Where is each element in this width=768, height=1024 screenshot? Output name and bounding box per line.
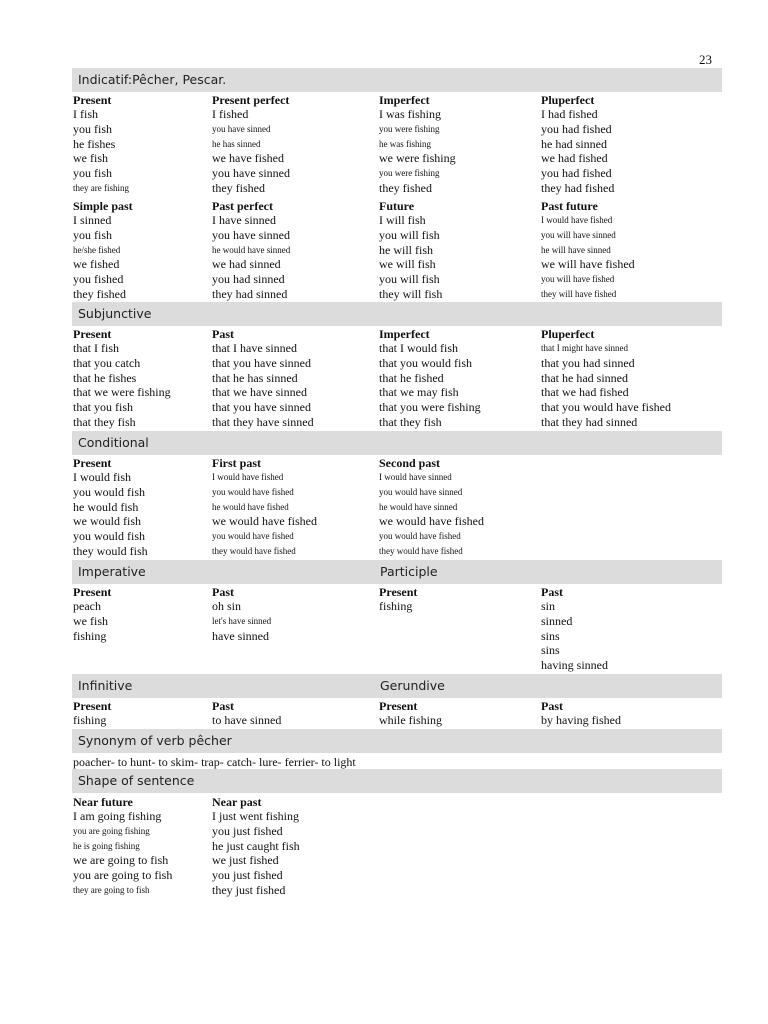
verb-form: sinned — [541, 613, 573, 628]
verb-form: that they have sinned — [212, 414, 314, 429]
verb-form: fishing — [73, 628, 107, 643]
section-band-conditional — [72, 431, 722, 455]
verb-form: you would fish — [73, 529, 145, 544]
section-band-subjunctive — [72, 302, 722, 326]
tense-imp-past — [212, 585, 271, 643]
verb-form: you are going to fish — [73, 868, 173, 883]
tense-heading: Past — [212, 585, 234, 599]
verb-form: they fished — [379, 180, 432, 195]
tense-subj-present — [73, 327, 171, 430]
section-band-shape — [72, 769, 722, 793]
tense-heading: Imperfect — [379, 327, 430, 341]
verb-form: I was fishing — [379, 107, 441, 121]
tense-inf-present — [73, 699, 111, 728]
verb-form: that he had sinned — [541, 370, 628, 385]
tense-heading: Present perfect — [212, 93, 290, 107]
verb-form: sin — [541, 599, 556, 613]
verb-form: they just fished — [212, 882, 286, 897]
tense-heading: Past perfect — [212, 199, 273, 213]
tense-heading: Pluperfect — [541, 93, 595, 107]
verb-form: that he fished — [379, 370, 444, 385]
tense-heading: Pluperfect — [541, 327, 595, 341]
tense-heading: Future — [379, 199, 415, 213]
tense-heading: Near future — [73, 795, 133, 809]
verb-form: I would have fished — [212, 472, 284, 482]
verb-form: fishing — [379, 599, 413, 613]
verb-form: you are going fishing — [73, 825, 150, 836]
verb-form: I have sinned — [212, 213, 276, 227]
verb-form: I would have fished — [541, 215, 613, 225]
tense-ger-past — [541, 699, 621, 728]
tense-heading: Present — [73, 93, 112, 107]
verb-form: we would fish — [73, 514, 141, 529]
tense-heading: Present — [379, 699, 418, 713]
verb-form: you have sinned — [212, 166, 290, 181]
verb-form: I fish — [73, 107, 98, 121]
tense-simple-past — [73, 199, 133, 302]
verb-form: while fishing — [379, 713, 442, 727]
verb-form: I would fish — [73, 470, 131, 484]
verb-form: that we were fishing — [73, 385, 171, 400]
verb-form: that we have sinned — [212, 385, 307, 400]
verb-form: you fish — [73, 227, 112, 242]
section-title: Synonym of verb pêcher — [78, 733, 232, 748]
verb-form: they had fished — [541, 180, 615, 195]
synonym-list: poacher- to hunt- to skim- trap- catch- lure- ferrier- to light — [73, 755, 356, 769]
verb-form: they will have fished — [541, 288, 617, 299]
verb-form: we fished — [73, 257, 120, 272]
verb-form: that I would fish — [379, 341, 458, 355]
tense-imperfect — [379, 93, 456, 196]
verb-form: he would have fished — [212, 501, 289, 512]
section-band-infinitive-gerundive — [72, 674, 722, 698]
verb-form: that I fish — [73, 341, 119, 355]
verb-form: you would have fished — [212, 531, 294, 542]
section-title-infinitive: Infinitive — [78, 678, 133, 693]
verb-form: that you would fish — [379, 355, 472, 370]
tense-heading: First past — [212, 456, 261, 470]
verb-form: you were fishing — [379, 168, 440, 179]
verb-form: you will have fished — [541, 274, 615, 285]
verb-form: you would have fished — [212, 486, 294, 497]
verb-form: you have sinned — [212, 227, 290, 242]
tense-ger-present — [379, 699, 442, 728]
verb-form: you would have fished — [379, 531, 461, 542]
section-title: Conditional — [78, 435, 149, 450]
section-title: Subjunctive — [78, 306, 152, 321]
verb-form: we would have fished — [212, 514, 317, 529]
verb-form: that I have sinned — [212, 341, 297, 355]
verb-form: that I might have sinned — [541, 343, 628, 353]
tense-near-future — [73, 795, 172, 898]
tense-present — [73, 93, 129, 196]
tense-inf-past — [212, 699, 281, 728]
verb-form: let's have sinned — [212, 615, 272, 626]
verb-form: I would have sinned — [379, 472, 452, 482]
verb-form: you will fish — [379, 227, 440, 242]
verb-form: I am going fishing — [73, 809, 162, 823]
verb-form: we just fished — [212, 853, 279, 868]
verb-form: that you catch — [73, 355, 141, 370]
verb-form: we would have fished — [379, 514, 484, 529]
verb-form: he would have sinned — [379, 501, 458, 512]
tense-heading: Simple past — [73, 199, 133, 213]
verb-form: they would fish — [73, 543, 148, 558]
verb-form: he had sinned — [541, 136, 607, 151]
verb-form: you will have sinned — [541, 229, 616, 240]
tense-heading: Near past — [212, 795, 262, 809]
verb-form: you would have sinned — [379, 486, 463, 497]
tense-heading: Present — [73, 456, 112, 470]
verb-form: that they fish — [379, 414, 442, 429]
verb-form: you were fishing — [379, 123, 440, 134]
tense-subj-past — [212, 327, 314, 430]
verb-form: I will fish — [379, 213, 426, 227]
verb-form: that they fish — [73, 414, 136, 429]
page-number: 23 — [699, 52, 712, 67]
verb-form: he will fish — [379, 242, 433, 257]
tense-part-present — [379, 585, 417, 614]
section-band-indicatif — [72, 68, 722, 92]
verb-form: we fish — [73, 151, 108, 166]
section-title-gerundive: Gerundive — [380, 678, 445, 693]
verb-form: I had fished — [541, 107, 598, 121]
verb-form: they fished — [212, 180, 265, 195]
verb-form: he would have sinned — [212, 244, 291, 255]
verb-form: I just went fishing — [212, 809, 299, 823]
tense-heading: Past future — [541, 199, 598, 213]
verb-form: they had sinned — [212, 286, 288, 301]
verb-form: we had fished — [541, 151, 608, 166]
verb-form: we are going to fish — [73, 853, 169, 868]
verb-form: they will fish — [379, 286, 443, 301]
tense-part-past — [541, 585, 608, 673]
tense-heading: Present — [73, 585, 112, 599]
verb-form: you will fish — [379, 272, 440, 287]
section-title-participle: Participle — [380, 564, 438, 579]
tense-heading: Past — [541, 585, 563, 599]
tense-heading: Past — [212, 699, 234, 713]
verb-form: by having fished — [541, 713, 621, 727]
verb-form: you fish — [73, 166, 112, 181]
verb-form: you have sinned — [212, 123, 271, 134]
verb-form: he is going fishing — [73, 840, 140, 851]
verb-form: I fished — [212, 107, 249, 121]
tense-heading: Past — [212, 327, 234, 341]
verb-form: you would fish — [73, 484, 145, 499]
verb-form: you had fished — [541, 166, 612, 181]
tense-subj-pluperfect — [541, 327, 671, 430]
tense-heading: Past — [541, 699, 563, 713]
verb-form: to have sinned — [212, 713, 282, 727]
verb-form: you just fished — [212, 823, 283, 838]
tense-future — [379, 199, 442, 302]
verb-form: that you had sinned — [541, 355, 635, 370]
verb-form: that you have sinned — [212, 400, 311, 415]
tense-subj-imperfect — [379, 327, 481, 430]
verb-form: we have fished — [212, 151, 284, 166]
tense-pluperfect — [541, 93, 614, 196]
verb-form: having sinned — [541, 658, 608, 673]
verb-form: he/she fished — [73, 244, 121, 255]
verb-form: that he fishes — [73, 370, 137, 385]
tense-heading: Present — [73, 699, 112, 713]
section-title: Shape of sentence — [78, 773, 195, 788]
verb-form: fishing — [73, 713, 107, 727]
verb-form: oh sin — [212, 599, 242, 613]
verb-form: he fishes — [73, 136, 116, 151]
verb-form: you had sinned — [212, 272, 285, 287]
verb-form: you just fished — [212, 868, 283, 883]
verb-form: we fish — [73, 613, 108, 628]
tense-cond-second-past — [379, 456, 484, 559]
verb-form: sins — [541, 628, 560, 643]
verb-form: we had sinned — [212, 257, 281, 272]
verb-form: he will have sinned — [541, 244, 611, 255]
verb-form: that they had sinned — [541, 414, 638, 429]
tense-heading: Second past — [379, 456, 441, 470]
tense-heading: Present — [73, 327, 112, 341]
verb-form: you had fished — [541, 121, 612, 136]
verb-form: that we may fish — [379, 385, 459, 400]
verb-form: have sinned — [212, 628, 269, 643]
verb-form: peach — [73, 599, 101, 613]
tense-past-future — [541, 199, 635, 302]
verb-form: they would have fished — [379, 545, 463, 556]
tense-imp-present — [73, 585, 111, 643]
verb-form: that we had fished — [541, 385, 629, 400]
section-title: Indicatif:Pêcher, Pescar. — [78, 72, 227, 87]
verb-form: he has sinned — [212, 138, 261, 149]
verb-form: we will have fished — [541, 257, 635, 272]
verb-form: they are fishing — [73, 182, 129, 193]
verb-form: sins — [541, 643, 560, 658]
verb-form: we were fishing — [379, 151, 456, 166]
verb-form: that you were fishing — [379, 400, 481, 415]
tense-cond-first-past — [212, 456, 317, 559]
verb-form: he just caught fish — [212, 838, 300, 853]
verb-form: that you would have fished — [541, 400, 671, 415]
section-band-synonym — [72, 729, 722, 753]
verb-form: we will fish — [379, 257, 436, 272]
tense-heading: Present — [379, 585, 418, 599]
tense-past-perfect — [212, 199, 290, 302]
verb-form: you fished — [73, 272, 124, 287]
tense-present-perfect — [212, 93, 290, 196]
tense-cond-present — [73, 456, 148, 559]
verb-form: you fish — [73, 121, 112, 136]
verb-form: that he has sinned — [212, 370, 298, 385]
verb-form: that you fish — [73, 400, 133, 415]
verb-form: they would have fished — [212, 545, 296, 556]
section-title-imperative: Imperative — [78, 564, 146, 579]
verb-form: he was fishing — [379, 138, 431, 149]
section-band-imperative-participle — [72, 560, 722, 584]
tense-heading: Imperfect — [379, 93, 430, 107]
verb-form: they fished — [73, 286, 126, 301]
verb-form: he would fish — [73, 499, 139, 514]
verb-form: I sinned — [73, 213, 112, 227]
tense-near-past — [212, 795, 300, 898]
verb-form: that you have sinned — [212, 355, 311, 370]
verb-form: they are going to fish — [73, 884, 150, 895]
